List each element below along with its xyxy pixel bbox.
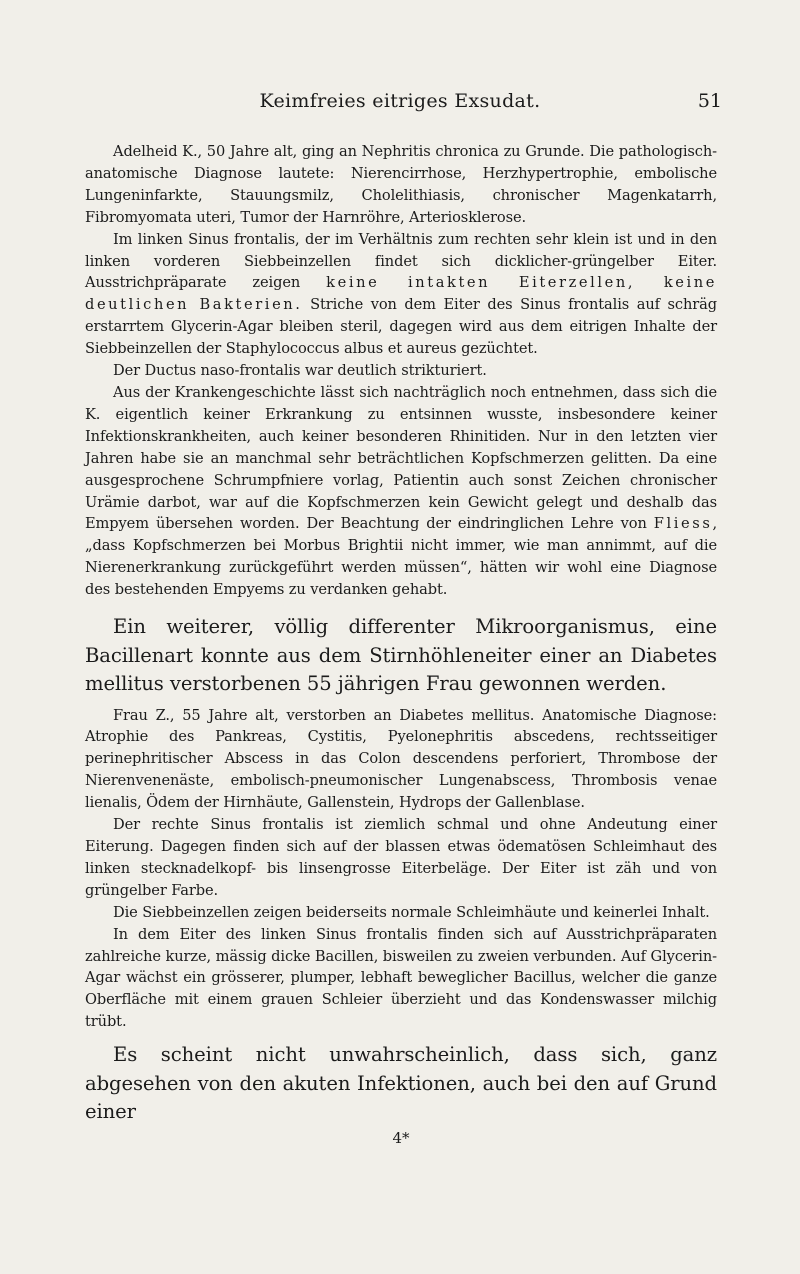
paragraph-case-frau-z: Frau Z., 55 Jahre alt, verstorben an Diabetes mellitus. Anatomische Diagnose: Atrophie des Pankreas, Cystitis, Pyelonephritis abscedens, rechtsseitiger perinephritischer Abscess in das Colon descendens perforiert, Thrombose der Nierenvenenäste, embolisch-pneumonischer Lungenabscess, Thrombosis venae lienalis, Ödem der Hirnhäute, Gallenstein, Hydrops der Gallenblase. bbox=[85, 706, 717, 812]
body-text bbox=[85, 141, 717, 1147]
text-run: Striche von dem Eiter des Sinus frontalis auf schräg erstarrtem Glycerin-Agar bleiben steril, dagegen wird aus dem eitrigen Inhalte der Siebbeinzellen der Staphylococcus albus et aureus gezüchtet. bbox=[85, 296, 717, 358]
paragraph-ductus: Der Ductus naso-frontalis war deutlich strikturiert. bbox=[113, 362, 487, 380]
page-number: 51 bbox=[697, 90, 722, 112]
paragraph-sinus-findings bbox=[85, 229, 717, 360]
text-run: , „dass Kopfschmerzen bei Morbus Brightii nicht immer, wie man annimmt, auf die Nierenerkrankung zurückgeführt werden müssen“, hätten wir wohl eine Diagnose des bestehenden Empyems zu verdanken gehabt. bbox=[85, 515, 718, 599]
signature-mark: 4* bbox=[392, 1128, 410, 1147]
text-run: Im linken Sinus frontalis, der im Verhältnis zum rechten sehr klein ist und in den linken vorderen Siebbeinzellen findet sich dicklicher-grüngelber Eiter. Ausstrichpräparate zeigen bbox=[85, 230, 717, 292]
running-title: Keimfreies eitriges Exsudat. bbox=[259, 90, 541, 112]
large-type-paragraph-conclusion: Es scheint nicht unwahrscheinlich, dass sich, ganz abgesehen von den akuten Infektionen, auch bei den auf Grund einer bbox=[85, 1043, 717, 1124]
spaced-emphasis: keine intakten Eiterzellen, keine deutlichen Bakterien. bbox=[85, 274, 717, 314]
author-name-fliess: Fliess bbox=[653, 515, 713, 533]
page-header bbox=[0, 86, 800, 116]
paragraph-sinus-right: Der rechte Sinus frontalis ist ziemlich schmal und ohne Andeutung einer Eiterung. Dagegen finden sich auf der blassen etwas ödematösen Schleimhaut des linken stecknadelkopf- bis linsengrosse Eiterbeläge. Der Eiter ist zäh und von grüngelber Farbe. bbox=[85, 816, 717, 899]
paragraph-bacillen: In dem Eiter des linken Sinus frontalis finden sich auf Ausstrichpräparaten zahlreiche kurze, mässig dicke Bacillen, bisweilen zu zweien verbunden. Auf Glycerin-Agar wächst ein grösserer, plumper, lebhaft beweglicher Bacillus, welcher die ganze Oberfläche mit einem grauen Schleier überzieht und das Kondenswasser milchig trübt. bbox=[85, 925, 717, 1031]
paragraph-case-adelheid: Adelheid K., 50 Jahre alt, ging an Nephritis chronica zu Grunde. Die pathologisch-anatomische Diagnose lautete: Nierencirrhose, Herzhypertrophie, embolische Lungeninfarkte, Stauungsmilz, Cholelithiasis, chronischer Magenkatarrh, Fibromyomata uteri, Tumor der Harnröhre, Arteriosklerose. bbox=[85, 143, 717, 226]
text-run: Aus der Krankengeschichte lässt sich nachträglich noch entnehmen, dass sich die K. eigentlich keiner Erkrankung zu entsinnen wusste, insbesondere keiner Infektionskrankheiten, auch keiner besonderen Rhinitiden. Nur in den letzten vier Jahren habe sie an manchmal sehr beträchtlichen Kopfschmerzen gelitten. Da eine ausgesprochene Schrumpfniere vorlag, Patientin auch sonst Zeichen chronischer Urämie darbot, war auf die Kopfschmerzen kein Gewicht gelegt und deshalb das Empyem übersehen worden. Der Beachtung der eindringlichen Lehre von bbox=[85, 383, 717, 533]
paragraph-siebbeinzellen: Die Siebbeinzellen zeigen beiderseits normale Schleimhäute und keinerlei Inhalt. bbox=[113, 903, 710, 921]
paragraph-history bbox=[85, 382, 717, 601]
large-type-paragraph-bacillus: Ein weiterer, völlig differenter Mikroorganismus, eine Bacillenart konnte aus dem Stirnhöhleneiter einer an Diabetes mellitus verstorbenen 55 jährigen Frau gewonnen werden. bbox=[85, 615, 717, 696]
